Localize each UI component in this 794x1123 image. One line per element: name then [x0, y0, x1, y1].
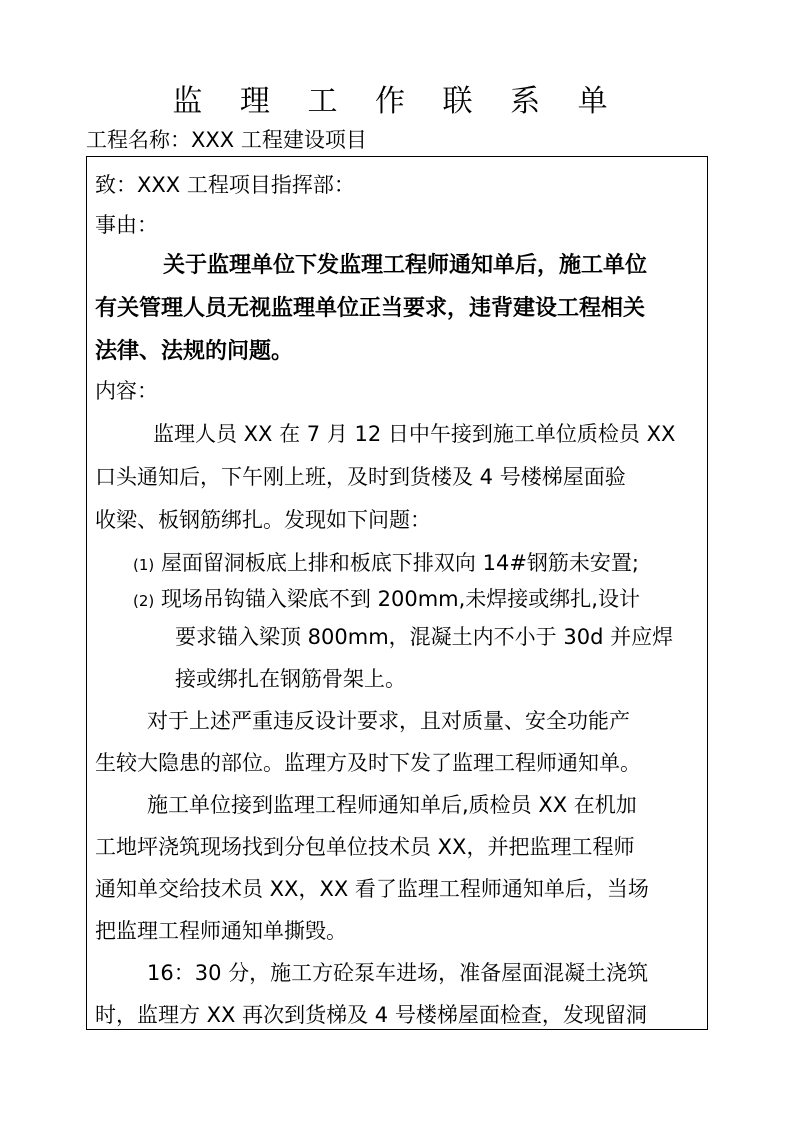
reason-label: 事由：: [95, 213, 158, 237]
paragraph-line: 对于上述严重违反设计要求，且对质量、安全功能产: [147, 709, 630, 733]
list-item: [133, 585, 707, 615]
paragraph-line: 施工单位接到监理工程师通知单后,质检员 XX 在机加: [147, 793, 637, 817]
item-text-line: 要求锚入梁顶 800mm，混凝土内不小于 30d 并应焊: [175, 625, 674, 649]
item-number: (1): [133, 556, 155, 574]
paragraph-line: 口头通知后，下午刚上班，及时到货楼及 4 号楼梯屋面验: [95, 465, 626, 489]
list-item: [133, 549, 707, 579]
document-title: 监 理 工 作 联 系 单: [172, 84, 622, 119]
paragraph-line: 16：30 分，施工方砼泵车进场，准备屋面混凝土浇筑: [147, 961, 649, 985]
project-name: 工程名称：XXX 工程建设项目: [86, 128, 367, 152]
reason-line: 法律、法规的问题。: [95, 339, 294, 364]
item-text: 现场吊钩锚入梁底不到 200mm,未焊接或绑扎,设计: [160, 587, 640, 611]
reason-line: 关于监理单位下发监理工程师通知单后，施工单位: [163, 253, 648, 278]
content-label: 内容：: [95, 379, 158, 403]
paragraph-line: 把监理工程师通知单撕毁。: [95, 919, 347, 943]
item-text: 屋面留洞板底上排和板底下排双向 14#钢筋未安置;: [160, 551, 640, 575]
paragraph-line: 工地坪浇筑现场找到分包单位技术员 XX，并把监理工程师: [95, 835, 635, 859]
item-number: (2): [133, 592, 155, 610]
paragraph-line: 监理人员 XX 在 7 月 12 日中午接到施工单位质检员 XX: [153, 422, 676, 446]
reason-line: 有关管理人员无视监理单位正当要求，违背建设工程相关: [95, 296, 646, 321]
content-box: [86, 156, 708, 1030]
paragraph-line: 收梁、板钢筋绑扎。发现如下问题：: [95, 508, 431, 532]
item-text-line: 接或绑扎在钢筋骨架上。: [175, 667, 406, 691]
paragraph-line: 生较大隐患的部位。监理方及时下发了监理工程师通知单。: [95, 751, 641, 775]
paragraph-line: 时，监理方 XX 再次到货梯及 4 号楼梯屋面检查，发现留洞: [95, 1003, 647, 1027]
addressee: 致：XXX 工程项目指挥部：: [95, 173, 355, 197]
paragraph-line: 通知单交给技术员 XX，XX 看了监理工程师通知单后，当场: [95, 877, 649, 901]
